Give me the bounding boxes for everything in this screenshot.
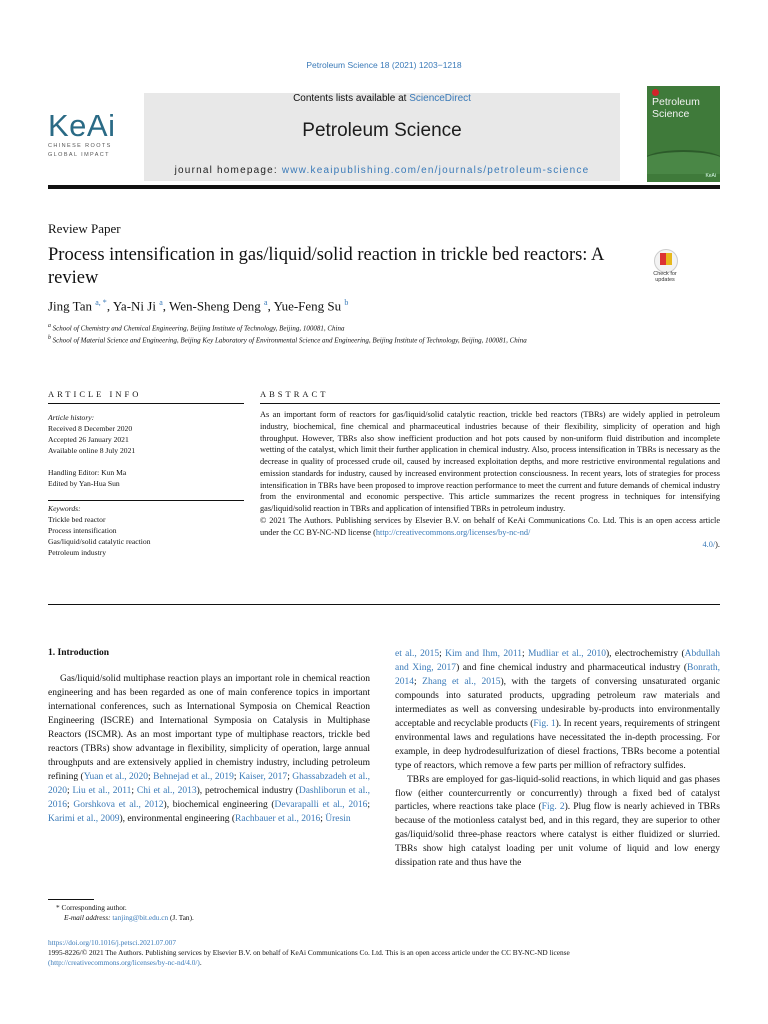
article-info-rule [48,403,244,404]
citation-sep: ; [521,649,528,659]
email-link[interactable]: tanjing@bit.edu.cn [112,913,169,922]
citation-sep: ), environmental engineering ( [119,813,236,824]
citation-link[interactable]: Gorshkova et al., 2012 [73,799,164,810]
history-label: Article history: [48,413,95,422]
author-affiliation-mark[interactable]: b [344,298,349,307]
paragraph-continued [395,648,720,774]
author-list [48,298,348,314]
journal-cover-image [647,86,720,182]
accepted-date: Accepted 26 January 2021 [48,435,129,444]
affiliation-mark: b [48,335,51,341]
front-matter-rule [48,604,720,605]
citation-sep: ; [148,771,154,782]
license-close: ). [715,539,720,549]
affiliation-b [48,335,628,346]
cover-title [652,96,700,120]
citation-link[interactable]: Karimi et al., 2009 [48,813,120,824]
logo-tagline-2: GLOBAL IMPACT [48,151,110,158]
author-affiliation-mark[interactable]: a [159,298,163,307]
body-column-right [395,648,720,871]
citation-link[interactable]: Behnejad et al., 2019 [153,771,234,782]
citation-sep: ), petrochemical industry ( [196,785,299,796]
article-info-separator [48,500,244,501]
paragraph [48,673,370,826]
email-suffix: (J. Tan). [168,913,194,922]
citation-link[interactable]: Petroleum Science 18 (2021) 1203−1218 [306,60,462,70]
citation-sep: ; [320,813,326,824]
keyword: Gas/liquid/solid catalytic reaction [48,537,151,546]
affiliation-mark: a [48,323,51,329]
rights-end: . [199,958,202,968]
citation-sep: ; [131,785,137,796]
author-affiliation-mark[interactable]: a [264,298,268,307]
contents-prefix: Contents lists available at [293,93,410,104]
citation-link[interactable]: Ghassabzadeh et al., 2020 [48,771,370,796]
email-label: E-mail address: [64,913,113,922]
journal-homepage [144,165,620,176]
cover-emblem-icon [652,89,659,96]
paragraph [395,774,720,872]
available-date: Available online 8 July 2021 [48,446,136,455]
citation-link[interactable]: Dashliborun et al., 2016 [48,785,370,810]
journal-title: Petroleum Science [302,120,462,141]
cover-title-line-1: Petroleum [652,96,700,108]
keai-logo [48,110,138,159]
cover-swoosh-graphic [647,150,720,174]
author-name: Jing Tan [48,298,92,314]
citation-sep: ; [67,799,74,810]
author-name: Yue-Feng Su [273,298,342,314]
keyword: Process intensification [48,526,117,535]
keyword: Petroleum industry [48,548,107,557]
author-affiliation-mark[interactable]: a, * [95,298,107,307]
rights-statement [48,948,720,968]
sciencedirect-link[interactable]: ScienceDirect [409,93,471,104]
section-type: Review Paper [48,221,121,236]
keywords-block [48,503,244,558]
doi-line [48,938,720,948]
author-name: Ya-Ni Ji [112,298,156,314]
citation-sep: ; [439,649,446,659]
citation-sep: ; [287,771,293,782]
author-separator: , [267,298,274,314]
footnote-rule [48,899,94,900]
abstract-rule [260,403,720,404]
license-link-end[interactable]: 4.0/ [702,539,716,549]
abstract-body [260,409,720,550]
paper-title: Process intensification in gas/liquid/solid reaction in trickle bed reactors: A review [48,245,604,288]
affiliation-text: School of Chemistry and Chemical Engineering, Beijing Institute of Technology, Beijing, 100081, China [52,324,345,333]
check-for-updates-button[interactable] [643,249,687,287]
author-name: Wen-Sheng Deng [169,298,261,314]
handling-editor: Handling Editor: Kun Ma [48,468,127,477]
email-note [64,913,194,923]
header-rule [48,185,720,189]
affiliation-a [48,323,628,334]
citation-link[interactable]: Kim and Ihm, 2011 [445,649,522,659]
check-updates-icon [654,249,678,273]
homepage-prefix: journal homepage: [174,165,282,176]
edited-by: Edited by Yan-Hua Sun [48,479,120,488]
check-updates-label-2: updates [655,277,675,284]
cover-title-line-2: Science [652,108,690,121]
abstract-text: As an important form of reactors for gas/liquid/solid catalytic reaction, trickle bed reactors (TBRs) are widely applied in petroleum industry, biochemical, fine chemical and pharmaceutical industries because of their flexibility, simplicity of operation and high throughput. However, TBRs also show inefficient production and hot pots caused by non-uniform fluid distribution and incomplete wetting of the catalyst, which limit their further application in chemical industry. Also, process intensification in TBRs is necessary as the decrease in quality of processed crude oil, caused by increased exploitation depths, and more restrictive environmental regulations and emission standards for industry, caused by increased environment protection consciousness. In recent years, lots of strategies for process intensification in TBRs have been proposed to improve reaction performance to meet the current and future demands of chemical industry from the environmental and economic perspective. This article summarizes the recent progress in techniques for intensifying gas/liquid/solid reaction in TBRs and application of intensified TBRs in petroleum industry. [260,410,720,514]
citation-link[interactable]: Chi et al., 2013 [136,785,197,796]
citation-sep: ), with the targets of conversing unsaturated organic compounds into saturated products, upgrading petroleum raw materials and intermediates as well as conversing undesirable by-products into environmentally acceptable and recyclable products ( [395,676,721,729]
citation-link[interactable]: Kaiser, 2017 [238,771,288,782]
citation-sep: ), electrochemistry ( [606,649,685,659]
figure-link[interactable]: Fig. 1 [533,718,556,729]
body-column-left [48,673,370,826]
logo-wordmark: KeAi [48,108,116,143]
citation-link[interactable]: Liu et al., 2011 [72,785,132,796]
paragraph-text: ). Plug flow is nearly achieved in TBRs because of the motionless catalyst bed, and in this regard, they are superior to other gas/liquid/solid three-phase reactors where catalyst is either fluidized or slurried. TBRs show high catalyst loading per unit volume of liquid and low energy dissipation rate and thus have the [395,802,721,869]
citation-sep: ), biochemical engineering ( [163,799,275,810]
logo-tagline-1: CHINESE ROOTS [48,143,112,149]
citation-link[interactable]: Üresin [325,813,351,824]
citation-sep: ). In recent years, requirements of stringent environmental laws and regulations have necessitated the in-depth processing. For example, in deep hydrodesulfurization of diesel fractions, TBRs become a potential type of reactors, which remove a few parts per million of refractory sulfides. [395,718,721,771]
citation-link[interactable]: Bonrath, 2014 [395,662,720,687]
check-updates-yellow-mark [666,253,672,265]
article-history [48,412,244,489]
citation-link[interactable]: Zhang et al., 2015 [422,676,501,687]
citation-link[interactable]: Abdullah and Xing, 2017 [395,649,721,673]
citation-sep: ; [233,771,239,782]
keyword: Trickle bed reactor [48,515,106,524]
abstract-copyright [260,515,720,539]
author-separator: , [106,298,113,314]
abstract-heading: ABSTRACT [260,389,329,399]
affiliation-text: School of Material Science and Engineering, Beijing Key Laboratory of Environmental Science and Engineering, Beijing Institute of Technology, Beijing, 100081, China [52,336,527,345]
figure-link[interactable]: Fig. 2 [541,802,565,813]
citation-link[interactable]: et al., 2015 [395,649,440,659]
received-date: Received 8 December 2020 [48,424,133,433]
contents-line [144,93,620,104]
citation-sep: ; [67,785,73,796]
citation-sep: ) and fine chemical industry and pharmaceutical industry ( [456,662,688,673]
rights-license-link[interactable]: (http://creativecommons.org/licenses/by-nc-nd/4.0/) [48,958,200,968]
check-updates-label-1: Check for [653,271,677,277]
citation-link[interactable]: Yuan et al., 2020 [83,771,149,782]
corresponding-author-note: * Corresponding author. [56,903,127,912]
citation-link[interactable]: Mudliar et al., 2010 [527,649,606,659]
section-heading-introduction: 1. Introduction [48,648,110,658]
paragraph-text: Gas/liquid/solid multiphase reaction plays an important role in chemical reaction engineering and has been regarded as one of main conference topics in important international conferences, such as International Symposia on Chemical Reaction Engineering (ISCRE) and International Symposia on Catalysis in Multiphase Reactors (ISCMR). As an most important type of multiphase reactors, trickle bed reactors (TBRs) show advantage in flexibility, simplicity of operation, large annual throughputs and are extensively applied in chemistry industry, including petroleum refining ( [48,674,370,782]
check-updates-label [643,271,687,284]
keywords-label: Keywords: [48,504,81,513]
paragraph-text: TBRs are employed for gas-liquid-solid reactions, in which liquid and gas phases flow (either countercurrently or concurrently) through a fixed bed of catalyst particles, where reactions take place ( [395,774,720,813]
homepage-link[interactable]: www.keaipublishing.com/en/journals/petroleum-science [281,165,590,176]
copyright-text: © 2021 The Authors. Publishing services by Elsevier B.V. on behalf of KeAi Communications Co. Ltd. This is an open access article under the CC BY-NC-ND license ( [260,516,720,537]
doi-link[interactable]: https://doi.org/10.1016/j.petsci.2021.07.007 [48,938,176,947]
article-info-heading: ARTICLE INFO [48,389,142,399]
citation-sep: ; [367,799,371,810]
cover-publisher: KeAi [705,173,716,179]
author-separator: , [162,298,170,314]
citation-sep: ; [414,676,423,687]
citation-link[interactable]: Rachbauer et al., 2016 [235,813,321,824]
citation-link[interactable]: Devarapalli et al., 2016 [274,799,368,810]
license-link[interactable]: http://creativecommons.org/licenses/by-nc-nd/ [375,527,531,537]
abstract-copyright-end [260,539,720,551]
journal-citation[interactable] [0,60,768,70]
rights-text: 1995-8226/© 2021 The Authors. Publishing services by Elsevier B.V. on behalf of KeAi Communications Co. Ltd. This is an open access article under the CC BY-NC-ND license [48,948,570,957]
